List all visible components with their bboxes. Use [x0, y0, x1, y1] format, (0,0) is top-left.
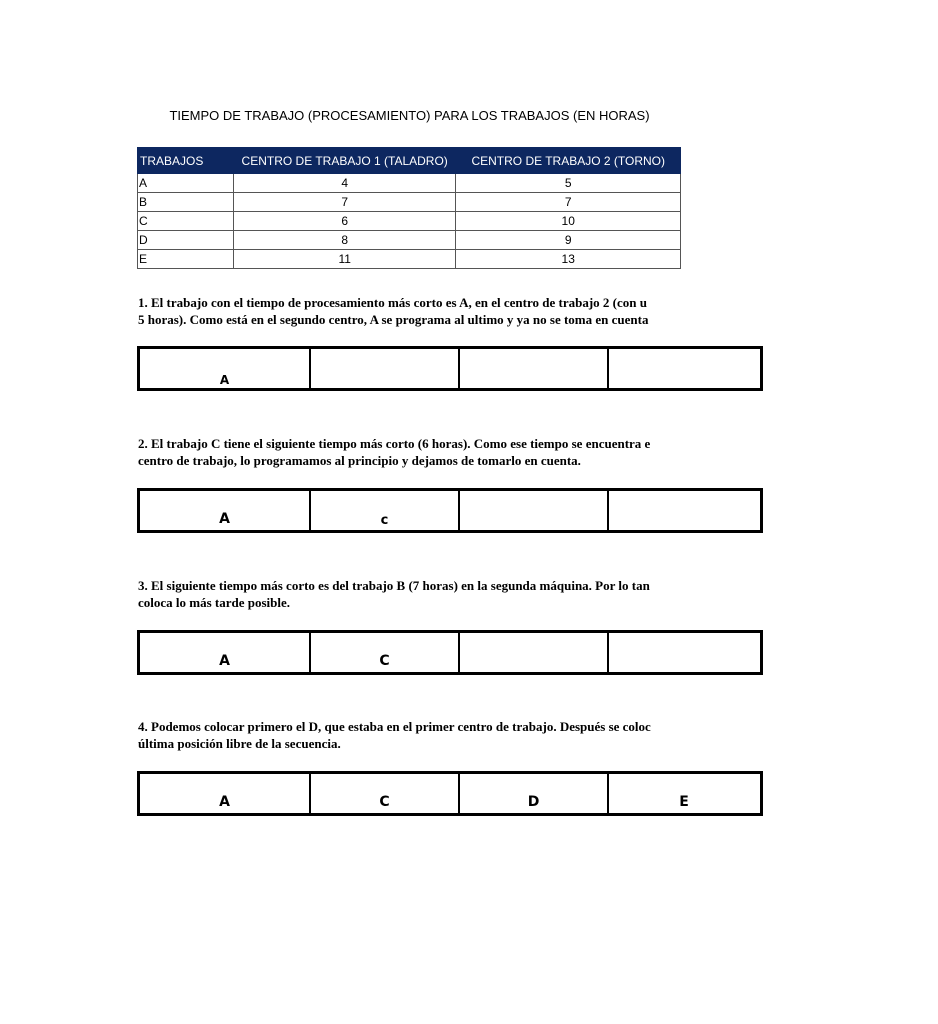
center2-time-cell: 10	[456, 212, 681, 231]
sequence-slot-4	[609, 349, 759, 388]
sequence-slot-2: C	[311, 774, 460, 813]
step-2-text	[138, 435, 938, 469]
step-3-text	[138, 577, 938, 611]
center1-time-cell: 6	[233, 212, 456, 231]
table-row	[138, 231, 681, 250]
sequence-slot-4: E	[679, 794, 689, 810]
job-cell: E	[138, 250, 234, 269]
step-4-line-2: última posición libre de la secuencia.	[138, 736, 341, 751]
center2-time-cell: 5	[456, 174, 681, 193]
center2-time-cell: 13	[456, 250, 681, 269]
center1-time-cell: 4	[233, 174, 456, 193]
step-4-line-1: 4. Podemos colocar primero el D, que estaba en el primer centro de trabajo. Después se coloc	[138, 719, 651, 734]
center1-time-cell: 8	[233, 231, 456, 250]
job-cell: A	[138, 174, 234, 193]
sequence-slot-2: c	[311, 491, 460, 530]
column-header-jobs: TRABAJOS	[138, 148, 234, 174]
sequence-slot-3	[460, 349, 609, 388]
sequence-slot-3	[460, 633, 609, 672]
sequence-slot-1: A	[140, 774, 311, 813]
step-4-sequence	[137, 771, 763, 816]
step-1-line-2: 5 horas). Como está en el segundo centro, A se programa al ultimo y ya no se toma en cuenta	[138, 312, 649, 327]
sequence-slot-1: A	[140, 491, 311, 530]
center1-time-cell: 11	[233, 250, 456, 269]
sequence-slot-4	[609, 633, 759, 672]
sequence-slot-2	[311, 349, 460, 388]
sequence-slot-2: C	[311, 633, 460, 672]
table-row	[138, 174, 681, 193]
step-3-line-1: 3. El siguiente tiempo más corto es del trabajo B (7 horas) en la segunda máquina. Por lo tan	[138, 578, 650, 593]
column-header-work-center-1: CENTRO DE TRABAJO 1 (TALADRO)	[233, 148, 456, 174]
sequence-slot-1: A	[140, 349, 311, 388]
step-1-line-1: 1. El trabajo con el tiempo de procesamiento más corto es A, en el centro de trabajo 2 (con u	[138, 295, 647, 310]
job-cell: C	[138, 212, 234, 231]
job-cell: B	[138, 193, 234, 212]
table-header-row	[138, 148, 681, 174]
sequence-slot-4	[609, 491, 759, 530]
step-3-line-2: coloca lo más tarde posible.	[138, 595, 291, 610]
center2-time-cell: 7	[456, 193, 681, 212]
job-cell: D	[138, 231, 234, 250]
step-3-sequence	[137, 630, 763, 675]
sequence-slot-3	[460, 491, 609, 530]
table-row	[138, 193, 681, 212]
sequence-slot-1: A	[140, 633, 311, 672]
step-2-sequence	[137, 488, 763, 533]
center2-time-cell: 9	[456, 231, 681, 250]
table-row	[138, 212, 681, 231]
center1-time-cell: 7	[233, 193, 456, 212]
step-2-line-2: centro de trabajo, lo programamos al principio y dejamos de tomarlo en cuenta.	[138, 453, 581, 468]
table-row	[138, 250, 681, 269]
column-header-work-center-2: CENTRO DE TRABAJO 2 (TORNO)	[456, 148, 681, 174]
sequence-slot-3: D	[460, 774, 609, 813]
processing-times-table	[137, 147, 681, 269]
step-1-text	[138, 294, 938, 328]
page-title: TIEMPO DE TRABAJO (PROCESAMIENTO) PARA LOS TRABAJOS (EN HORAS)	[169, 108, 650, 123]
step-4-text	[138, 718, 938, 752]
step-1-sequence	[137, 346, 763, 391]
step-2-line-1: 2. El trabajo C tiene el siguiente tiempo más corto (6 horas). Como ese tiempo se encuentra e	[138, 436, 651, 451]
